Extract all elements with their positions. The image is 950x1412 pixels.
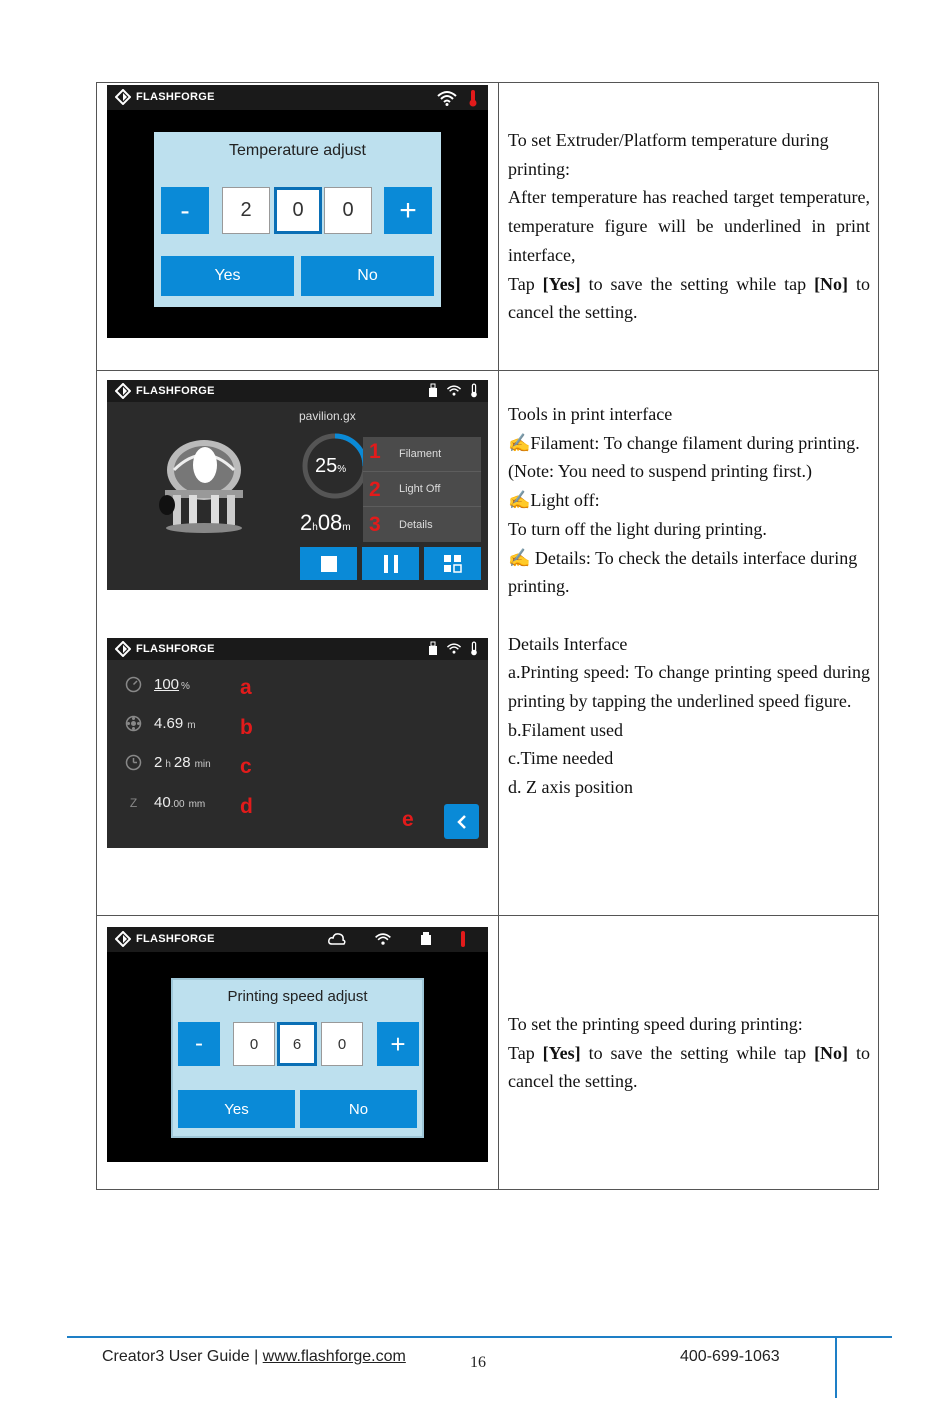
speed-row[interactable]: 100 % bbox=[125, 676, 190, 693]
z-value: 40 bbox=[154, 794, 171, 811]
digit-ones[interactable]: 0 bbox=[321, 1022, 363, 1066]
wifi-icon bbox=[446, 642, 462, 655]
desc-paragraph: a.Printing speed: To change printing speed during printing by tapping the underlined speed figure. bbox=[508, 662, 870, 712]
speed-description bbox=[508, 1010, 870, 1096]
brand-logo bbox=[115, 641, 215, 657]
file-name: pavilion.gx bbox=[299, 409, 356, 423]
speedometer-icon bbox=[125, 676, 142, 693]
usb-icon bbox=[428, 383, 438, 398]
speed-adjust-screen bbox=[107, 927, 488, 1162]
cloud-icon bbox=[328, 931, 346, 947]
brand-logo bbox=[115, 89, 215, 105]
status-bar bbox=[107, 380, 488, 402]
decrease-button[interactable]: - bbox=[161, 187, 209, 234]
yes-button[interactable]: Yes bbox=[161, 256, 294, 296]
tools-button[interactable] bbox=[424, 547, 481, 580]
thermometer-icon bbox=[460, 931, 466, 947]
dialog-title: Temperature adjust bbox=[229, 142, 366, 159]
model-thumbnail bbox=[159, 435, 249, 535]
speed-value[interactable]: 100 bbox=[154, 676, 180, 693]
menu-item-light-off[interactable]: Light Off bbox=[363, 472, 481, 507]
annotation-e: e bbox=[402, 808, 414, 831]
brand-logo bbox=[115, 383, 215, 399]
desc-paragraph: ✍Filament: To change filament during printing. (Note: You need to suspend printing first.) bbox=[508, 432, 860, 482]
desc-paragraph: After temperature has reached target temperature, temperature figure will be underlined in print interface, bbox=[508, 187, 870, 265]
column-divider bbox=[498, 83, 499, 1189]
desc-paragraph: c.Time needed bbox=[508, 748, 614, 769]
grid-icon bbox=[444, 555, 462, 573]
stop-button[interactable] bbox=[300, 547, 357, 580]
temperature-adjust-screen bbox=[107, 85, 488, 338]
brand-name: FLASHFORGE bbox=[136, 385, 215, 397]
speed-dialog bbox=[171, 978, 424, 1138]
desc-paragraph: To set Extruder/Platform temperature during printing: bbox=[508, 130, 829, 179]
usb-icon bbox=[428, 641, 438, 656]
digit-hundreds[interactable]: 2 bbox=[222, 187, 270, 234]
decrease-button[interactable]: - bbox=[178, 1022, 220, 1066]
desc-paragraph: b.Filament used bbox=[508, 719, 623, 740]
digit-tens[interactable]: 6 bbox=[277, 1022, 317, 1066]
temperature-dialog bbox=[154, 132, 441, 307]
digit-tens[interactable]: 0 bbox=[274, 187, 322, 234]
increase-button[interactable]: + bbox=[377, 1022, 419, 1066]
brand-logo bbox=[115, 931, 215, 947]
temperature-description bbox=[508, 126, 870, 327]
desc-paragraph: ✍ Details: To check the details interface during printing. bbox=[508, 547, 858, 597]
status-bar bbox=[107, 85, 488, 110]
desc-paragraph: d. Z axis position bbox=[508, 777, 633, 798]
pause-button[interactable] bbox=[362, 547, 419, 580]
flashforge-logo-icon bbox=[115, 931, 131, 947]
back-button[interactable] bbox=[444, 804, 479, 839]
flashforge-logo-icon bbox=[115, 641, 131, 657]
remaining-time: 2h08m bbox=[300, 510, 351, 535]
annotation-1: 1 bbox=[369, 440, 381, 463]
desc-paragraph: To set the printing speed during printing: bbox=[508, 1014, 803, 1034]
desc-paragraph: Details Interface bbox=[508, 633, 628, 654]
annotation-a: a bbox=[240, 676, 252, 699]
annotation-c: c bbox=[240, 755, 252, 778]
digit-ones[interactable]: 0 bbox=[324, 187, 372, 234]
yes-button[interactable]: Yes bbox=[178, 1090, 295, 1128]
row-divider bbox=[97, 370, 878, 371]
desc-paragraph: ✍Light off: bbox=[508, 490, 600, 511]
digit-hundreds[interactable]: 0 bbox=[233, 1022, 275, 1066]
thermometer-icon bbox=[468, 89, 478, 107]
chevron-left-icon bbox=[457, 814, 467, 830]
progress-text: 25% bbox=[315, 455, 347, 477]
footer-guide bbox=[102, 1348, 406, 1366]
storage-icon bbox=[420, 932, 432, 946]
no-button[interactable]: No bbox=[300, 1090, 417, 1128]
wifi-icon bbox=[374, 932, 392, 946]
pause-icon bbox=[383, 555, 399, 573]
desc-paragraph: Tap [Yes] to save the setting while tap [No] to cancel the setting. bbox=[508, 273, 870, 323]
z-axis-label: Z bbox=[129, 796, 138, 810]
flashforge-logo-icon bbox=[115, 383, 131, 399]
wifi-icon bbox=[436, 90, 458, 106]
thermometer-icon bbox=[470, 641, 478, 656]
brand-name: FLASHFORGE bbox=[136, 91, 215, 103]
thermometer-icon bbox=[470, 383, 478, 398]
annotation-3: 3 bbox=[369, 513, 381, 536]
filament-value: 4.69 bbox=[154, 715, 184, 732]
page-number: 16 bbox=[470, 1354, 486, 1371]
menu-item-filament[interactable]: Filament bbox=[363, 437, 481, 472]
tools-description bbox=[508, 400, 870, 802]
desc-paragraph: Tap [Yes] to save the setting while tap [No] to cancel the setting. bbox=[508, 1042, 870, 1092]
status-bar bbox=[107, 638, 488, 660]
details-screen bbox=[107, 638, 488, 848]
desc-paragraph: To turn off the light during printing. bbox=[508, 518, 767, 539]
clock-icon bbox=[125, 754, 142, 771]
website-link[interactable]: www.flashforge.com bbox=[262, 1348, 406, 1365]
phone-number: 400-699-1063 bbox=[680, 1348, 780, 1365]
dialog-title: Printing speed adjust bbox=[227, 988, 368, 1005]
stop-icon bbox=[321, 556, 337, 572]
flashforge-logo-icon bbox=[115, 89, 131, 105]
desc-paragraph: Tools in print interface bbox=[508, 404, 673, 424]
guide-title: Creator3 User Guide | bbox=[102, 1348, 263, 1365]
footer-rule-vertical bbox=[835, 1336, 837, 1398]
instruction-table bbox=[96, 82, 879, 1190]
filament-row: 4.69 m bbox=[125, 715, 196, 732]
time-row: 2 h 28 min bbox=[125, 754, 211, 771]
spool-icon bbox=[125, 715, 142, 732]
print-interface-screen bbox=[107, 380, 488, 590]
annotation-b: b bbox=[240, 716, 253, 739]
brand-name: FLASHFORGE bbox=[136, 933, 215, 945]
annotation-2: 2 bbox=[369, 478, 381, 501]
brand-name: FLASHFORGE bbox=[136, 643, 215, 655]
row-divider bbox=[97, 915, 878, 916]
status-bar bbox=[107, 927, 488, 952]
wifi-icon bbox=[446, 384, 462, 397]
z-position-row: Z 40 .00 mm bbox=[125, 794, 205, 811]
increase-button[interactable]: + bbox=[384, 187, 432, 234]
annotation-d: d bbox=[240, 795, 253, 818]
menu-item-details[interactable]: Details bbox=[399, 518, 433, 531]
footer-rule bbox=[67, 1336, 892, 1338]
no-button[interactable]: No bbox=[301, 256, 434, 296]
